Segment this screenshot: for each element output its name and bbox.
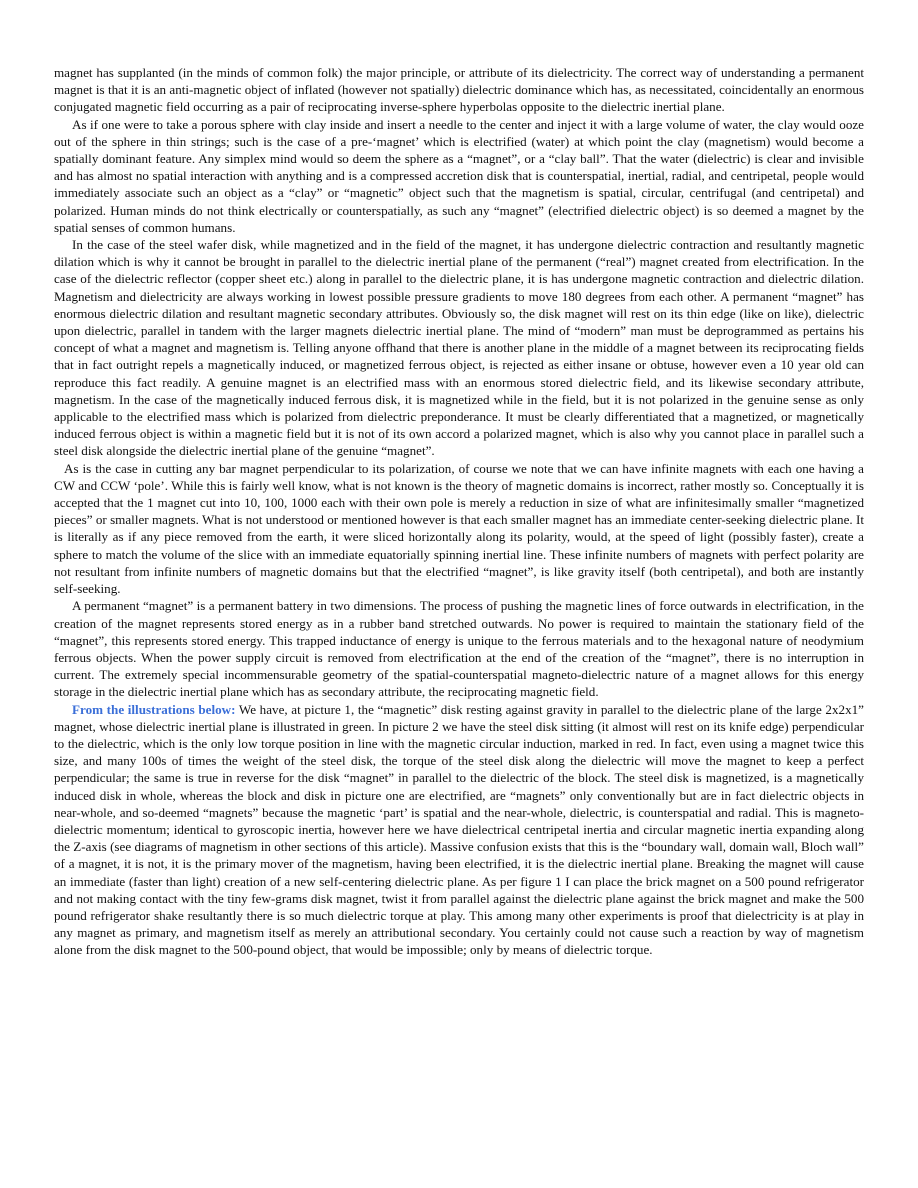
document-page: [54, 64, 864, 959]
paragraph-4: As is the case in cutting any bar magnet perpendicular to its polarization, of course we note that we can have infinite magnets with each one having a CW and CCW ‘pole’. While this is fairly well know, what is not known is the theory of magnetic domains is incorrect, rather mostly so. Conceptually it is accepted that the 1 magnet cut into 10, 100, 1000 each with their own pole is merely a reduction in size of what are infinitesimally smaller “magnetized pieces” or smaller magnets. What is not understood or mentioned however is that each smaller magnet has an immediate center-seeking dielectric plane. It is literally as if any piece removed from the earth, it were sliced horizontally along its polarity, would, at the speed of light (possibly faster), create a sphere to match the volume of the slice with an immediate equatorially spinning inertial line. These infinite numbers of magnets with perfect polarity are not resultant from infinite numbers of magnetic domains but that the electrified “magnet”, is like gravity itself (both centripetal), and both are instantly self-seeking.: [54, 460, 864, 597]
paragraph-5: A permanent “magnet” is a permanent battery in two dimensions. The process of pushing the magnetic lines of force outwards in electrification, in the creation of the magnet represents stored energy as in a rubber band stretched outwards. No power is required to maintain the stationary field of the “magnet”, this represents stored energy. This trapped inductance of energy is unique to the ferrous materials and to the hexagonal nature of neodymium ferrous objects. When the power supply circuit is removed from electrification at the end of the creation of the “magnet”, there is no interruption in current. The extremely special incommensurable geometry of the spatial-counterspatial magneto-dielectric nature of a magnet allows for this energy storage in the dielectric inertial plane which has as secondary attribute, the reciprocating magnetic field.: [54, 598, 864, 700]
illustrations-lead-in: From the illustrations below:: [72, 701, 236, 717]
paragraph-2: As if one were to take a porous sphere with clay inside and insert a needle to the center and inject it with a large volume of water, the clay would ooze out of the sphere in thin strings; such is the case of a pre-‘magnet’ which is electrified (water) at which point the clay (magnetism) would become a spatially dominant feature. Any simplex mind would so deem the sphere as a “magnet”, or a “clay ball”. That the water (dielectric) is clear and invisible and has almost no spatial interaction with anything and is a compressed accretion disk that is counterspatial, inertial, radial, and centripetal, people would immediately associate such an object as a “clay” or “magnetic” object such that the magnetism is spatial, circular, centrifugal (and centripetal) and polarized. Human minds do not think electrically or counterspatially, as such any “magnet” (electrified dielectric object) is so deemed a magnet by the spatial senses of common humans.: [54, 116, 864, 235]
paragraph-6-text: We have, at picture 1, the “magnetic” disk resting against gravity in parallel to the dielectric plane of the large 2x2x1” magnet, whose dielectric inertial plane is illustrated in green. In picture 2 we have the steel disk sitting (it almost will rest on its knife edge) perpendicular to the dielectric, which is the only low torque position in line with the magnetic circular induction, marked in red. In fact, even using a magnet twice this size, and many 100s of times the weight of the steel disk, the torque of the steel disk along the dielectric will move the magnet to keep a perfect perpendicular; the same is true in reverse for the disk “magnet” in parallel to the dielectric of the block. The steel disk is magnetized, is a magnetically induced disk in whole, whereas the block and disk in picture one are electrified, are “magnets” only conventionally but are in fact dielectric objects in near-whole, and so-deemed “magnets” because the magnetic ‘part’ is spatial and the near-whole, dielectric, is counterspatial and radial. This is magneto-dielectric momentum; identical to gyroscopic inertia, however here we have dielectrical centripetal inertia and circular magnetic inertia expanding along the Z-axis (see diagrams of magnetism in other sections of this article). Massive confusion exists that this is the “boundary wall, domain wall, Bloch wall” of a magnet, it is not, it is the primary mover of the magnetism, having been electrified, it is the dielectric inertial plane. Breaking the magnet will cause an immediate (faster than light) creation of a new self-centering dielectric plane. As per figure 1 I can place the brick magnet on a 500 pound refrigerator and not making contact with the tiny few-grams disk magnet, twist it from parallel against the dielectric plane against the brick magnet and make the 500 pound refrigerator shake resultantly there is so much dielectric torque at play. This among many other experiments is proof that dielectricity is at play in any magnet as primary, and magnetism itself as merely an attributional secondary. You certainly could not cause such a reaction by way of magnetism alone from the disk magnet to the 500-pound object, that would be impossible; only by means of dielectric torque.: [54, 701, 864, 958]
paragraph-3: In the case of the steel wafer disk, while magnetized and in the field of the magnet, it has undergone dielectric contraction and resultantly magnetic dilation which is why it cannot be brought in parallel to the dielectric inertial plane of the permanent (“real”) magnet created from electrification. In the case of the dielectric reflector (copper sheet etc.) along in parallel to the dielectric plane, it is has undergone magnetic contraction and dielectric dilation. Magnetism and dielectricity are always working in lowest possible pressure gradients to move 180 degrees from each other. A permanent “magnet” has enormous dielectric dilation and resultant magnetic secondary attributes. Obviously so, the disk magnet will rest on its thin edge (like on like), dielectric upon dielectric, parallel in tandem with the larger magnets dielectric inertial plane. The mind of “modern” man must be deprogrammed as pertains his concept of what a magnet and magnetism is. Telling anyone offhand that there is another plane in the middle of a magnet between its reciprocating fields that in fact outright repels a magnetically induced, or magnetized ferrous object, is rejected as either insane or obtuse, however even a 10 year old can reproduce this fact readily. A genuine magnet is an electrified mass with an enormous stored dielectric field, and its likewise secondary attribute, magnetism. In the case of the magnetically induced ferrous disk, it is magnetized while in the field, but it is not polarized in the genuine sense as only applicable to the electrified mass which is polarized from dielectric preponderance. It must be clearly differentiated that a magnetized, or magnetically induced ferrous object is within a magnetic field but it is not of its own accord a polarized magnet, which is also why you cannot place in parallel such a steel disk alongside the dielectric inertial plane of the genuine “magnet”.: [54, 237, 864, 459]
paragraph-1: magnet has supplanted (in the minds of common folk) the major principle, or attribute of its dielectricity. The correct way of understanding a permanent magnet is that it is an anti-magnetic object of inflated (however not spatially) dielectric dominance which has, as necessitated, coincidentally an enormous conjugated magnetic field occurring as a pair of reciprocating inverse-sphere hyperbolas opposite to the dielectric inertial plane.: [54, 65, 864, 115]
paragraph-6: [54, 701, 864, 959]
